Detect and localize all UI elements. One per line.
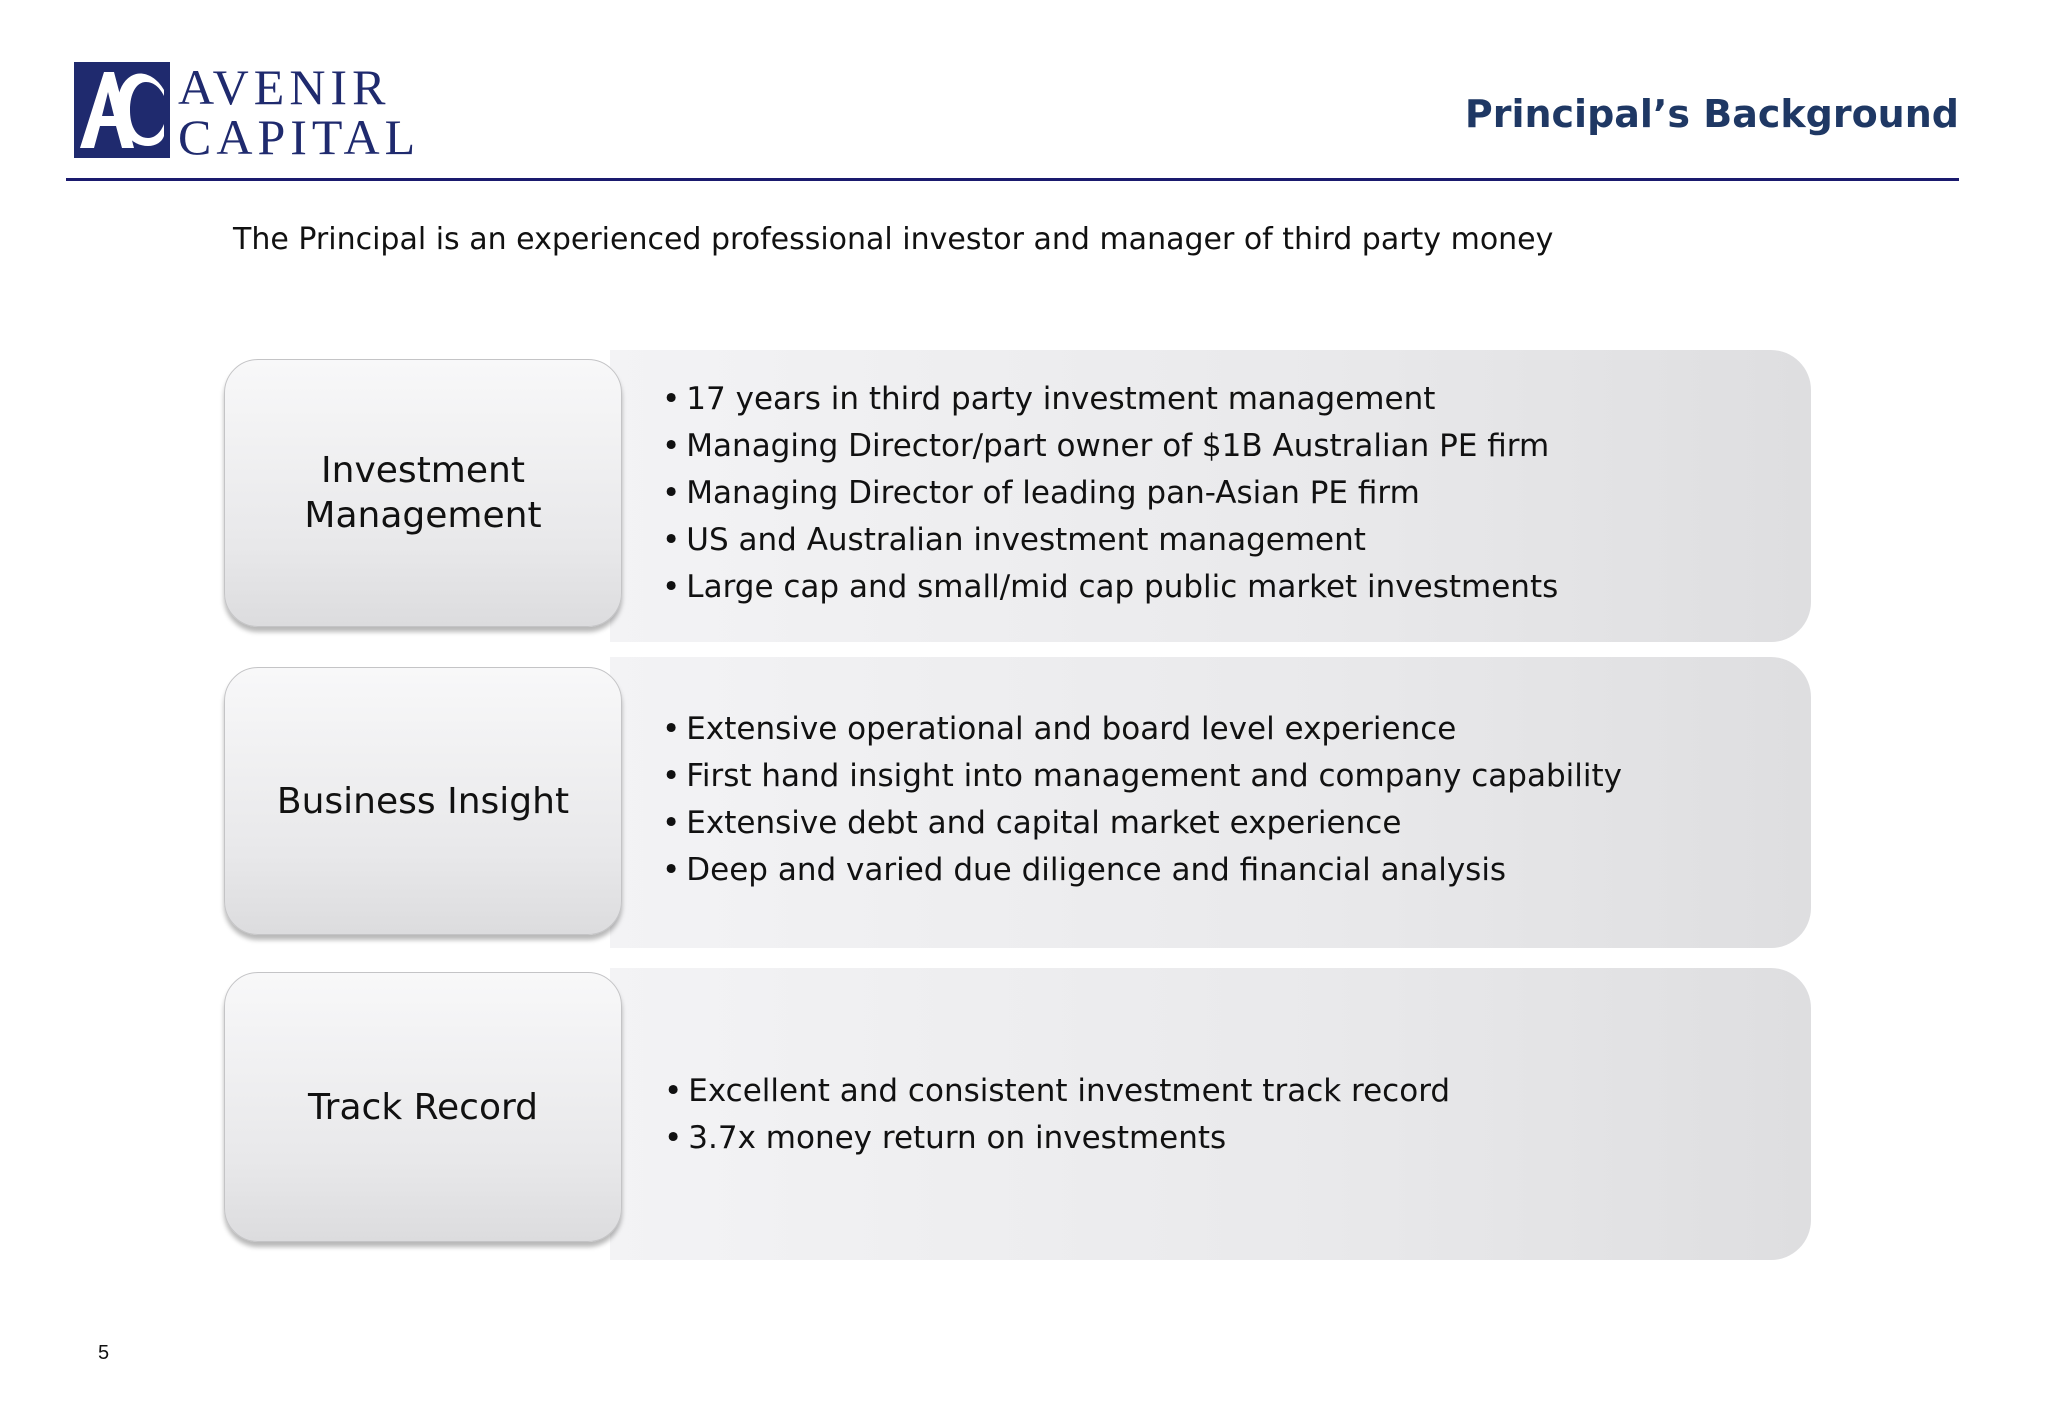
section-label: Track Record: [224, 972, 622, 1242]
bullet-list: [662, 706, 1771, 894]
bullet-list: [664, 1068, 1771, 1162]
bullet-item: • Managing Director of leading pan-Asian PE firm: [662, 470, 1771, 517]
logo-word-avenir: AVENIR: [178, 59, 391, 115]
bullet-item: • Large cap and small/mid cap public market investments: [662, 564, 1771, 611]
bullet-list: [662, 376, 1771, 611]
avenir-capital-monogram: [74, 62, 170, 158]
bullet-item: • 3.7x money return on investments: [664, 1115, 1771, 1162]
bullet-item: • Managing Director/part owner of $1B Australian PE firm: [662, 423, 1771, 470]
bullet-item: • US and Australian investment management: [662, 517, 1771, 564]
bullet-item: • Excellent and consistent investment track record: [664, 1068, 1771, 1115]
section-label: Business Insight: [224, 667, 622, 935]
section-label-line-1: Investment: [321, 450, 525, 491]
intro-statement: The Principal is an experienced professional investor and manager of third party money: [233, 222, 1554, 257]
section-label: [224, 359, 622, 627]
section-business-insight: [224, 657, 1811, 948]
bullet-item: • Deep and varied due diligence and financial analysis: [662, 847, 1771, 894]
page-number: 5: [98, 1342, 110, 1364]
bullet-item: • First hand insight into management and company capability: [662, 753, 1771, 800]
header-divider: [66, 178, 1959, 181]
section-label-line-2: Management: [304, 495, 542, 536]
bullet-item: • 17 years in third party investment management: [662, 376, 1771, 423]
bullet-item: • Extensive debt and capital market experience: [662, 800, 1771, 847]
page-title: Principal’s Background: [1464, 92, 1959, 136]
company-logo: [74, 59, 421, 165]
bullet-item: • Extensive operational and board level experience: [662, 706, 1771, 753]
logo-word-capital: CAPITAL: [178, 109, 421, 165]
section-investment-management: [224, 350, 1811, 642]
section-track-record: [224, 968, 1811, 1260]
